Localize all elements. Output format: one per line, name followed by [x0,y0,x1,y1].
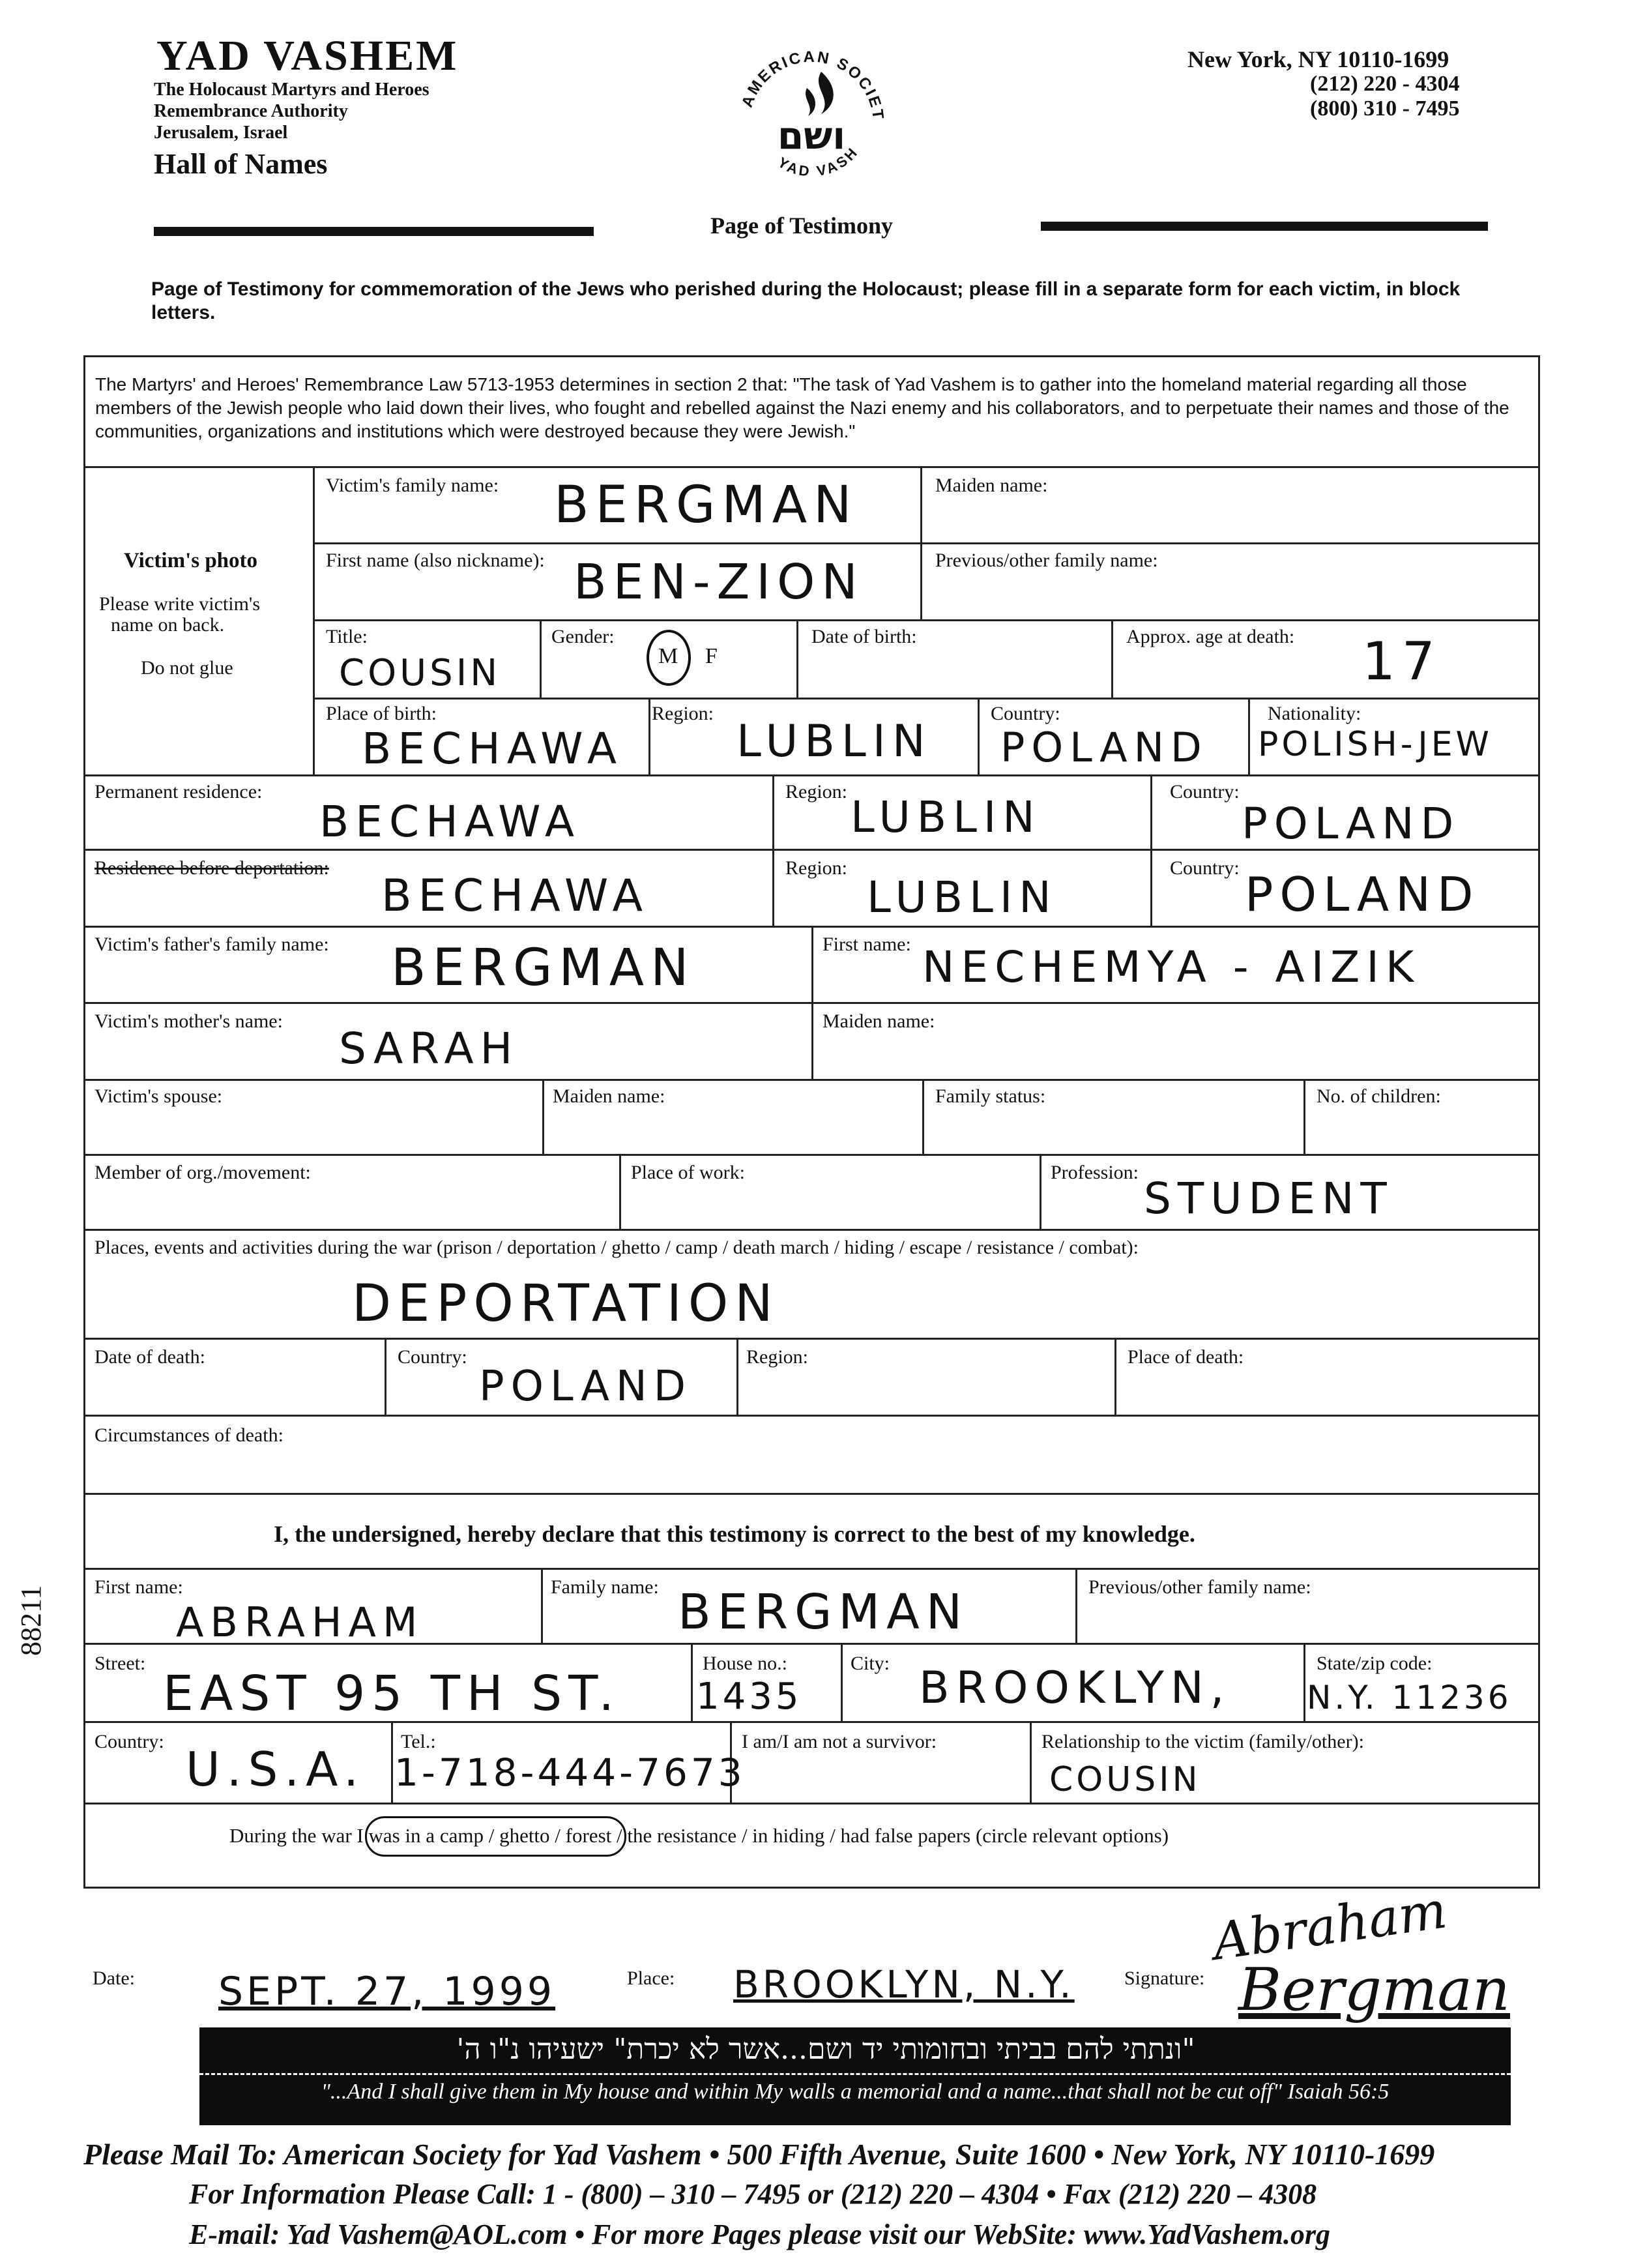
hall-of-names: Hall of Names [154,148,328,180]
victim-father-first[interactable]: NECHEMYA - AIZIK [922,942,1421,992]
label-place-death: Place of death: [1128,1346,1244,1368]
submitter-date[interactable]: SEPT. 27, 1999 [218,1969,556,2014]
page-title: Page of Testimony [710,213,894,239]
label-places-events: Places, events and activities during the war (prison / deportation / ghetto / camp / death march / hiding / escape / resistance / combat): [95,1237,1139,1258]
submitter-first-name[interactable]: ABRAHAM [176,1598,424,1646]
label-place-birth: Place of birth: [326,703,437,724]
submitter-relationship[interactable]: COUSIN [1049,1760,1201,1799]
label-tel: Tel.: [401,1731,436,1752]
submitter-street[interactable]: EAST 95 TH ST. [163,1666,621,1722]
label-house-no: House no.: [703,1653,787,1674]
submitter-country[interactable]: U.S.A. [186,1742,366,1797]
label-spouse-maiden: Maiden name: [553,1085,665,1107]
label-city: City: [851,1653,890,1674]
org-title: YAD VASHEM [156,32,459,80]
label-birth-country: Country: [991,703,1060,724]
victim-birth-country[interactable]: POLAND [1000,724,1208,771]
intro-text: Page of Testimony for commemoration of the Jews who perished during the Holocaust; please fill in a separate form for each victim, in block letters. [151,278,1461,323]
label-relationship: Relationship to the victim (family/other): [1041,1731,1364,1752]
org-line-2: Remembrance Authority [154,101,348,121]
side-number: 88211 [15,1585,47,1656]
victim-death-country[interactable]: POLAND [479,1362,693,1411]
label-death-country: Country: [398,1346,467,1368]
banner-divider [199,2073,1511,2075]
label-first-name: First name (also nickname): [326,550,545,571]
victim-family-name[interactable]: BERGMAN [554,476,858,535]
label-place: Place: [627,1967,675,1989]
victim-place-birth[interactable]: BECHAWA [362,724,624,774]
label-res-country: Country: [1170,857,1240,879]
victim-mother[interactable]: SARAH [339,1024,519,1074]
victim-perm-region[interactable]: LUBLIN [851,792,1041,842]
label-gender: Gender: [551,626,615,647]
label-birth-region: Region: [652,703,714,724]
header-rule-left [154,227,594,236]
quote-banner [199,2027,1511,2125]
victim-res-country[interactable]: POLAND [1245,867,1480,922]
label-mother-maiden: Maiden name: [822,1010,935,1032]
label-date: Date: [93,1967,135,1989]
label-family-name: Victim's family name: [326,475,499,496]
submitter-city[interactable]: BROOKLYN, [919,1662,1231,1714]
label-maiden-name: Maiden name: [935,475,1048,496]
label-sub-country: Country: [95,1731,164,1752]
label-perm-country: Country: [1170,781,1240,803]
label-family-status: Family status: [935,1085,1046,1107]
victim-title[interactable]: COUSIN [339,652,501,694]
footer-line-3: E-mail: Yad Vashem@AOL.com • For more Pages please visit our WebSite: www.YadVashem.org [189,2218,1331,2250]
label-member-org: Member of org./movement: [95,1162,311,1183]
submitter-state-zip[interactable]: N.Y. 11236 [1307,1679,1512,1716]
label-date-death: Date of death: [95,1346,205,1368]
address-city: New York, NY 10110-1699 [1187,46,1449,72]
victim-perm-country[interactable]: POLAND [1242,799,1461,849]
signature-line-2: Bergman [1238,1956,1510,2024]
label-sub-prev-name: Previous/other family name: [1088,1576,1311,1598]
footer-line-2: For Information Please Call: 1 - (800) – 310 – 7495 or (212) 220 – 4304 • Fax (212) 220 – 4308 [189,2178,1317,2210]
label-survivor: I am/I am not a survivor: [742,1731,937,1752]
victim-father-family[interactable]: BERGMAN [391,939,695,997]
label-place-work: Place of work: [631,1162,745,1183]
label-title: Title: [326,626,368,647]
victim-res-before[interactable]: BECHAWA [381,870,650,922]
label-age: Approx. age at death: [1126,626,1295,647]
victim-first-name[interactable]: BEN-ZION [574,554,864,610]
gender-m: M [658,644,678,668]
label-res-before: Residence before deportation: [95,857,329,879]
label-state-zip: State/zip code: [1317,1653,1433,1674]
submitter-family-name[interactable]: BERGMAN [678,1584,969,1640]
svg-text:YAD VASHEM: YAD VASH [775,143,862,180]
label-children: No. of children: [1317,1085,1441,1107]
label-dob: Date of birth: [811,626,917,647]
photo-box-line-2: name on back. [111,614,225,636]
label-spouse: Victim's spouse: [95,1085,223,1107]
org-line-1: The Holocaust Martyrs and Heroes [154,80,429,100]
victim-birth-region[interactable]: LUBLIN [736,716,932,767]
label-sub-family-name: Family name: [551,1576,659,1598]
label-during-war: During the war I was in a camp / ghetto / forest / the resistance / in hiding / had false papers (circle relevant options) [229,1824,1169,1847]
label-prev-family-name: Previous/other family name: [935,550,1158,571]
svg-text:AMERICAN SOCIETY FOR: AMERICAN SOCIET [738,48,888,123]
victim-profession[interactable]: STUDENT [1144,1173,1393,1224]
submitter-place[interactable]: BROOKLYN, N.Y. [733,1962,1075,2007]
photo-box-title: Victim's photo [124,549,258,572]
phone-1: (212) 220 - 4304 [1310,72,1460,96]
law-text: The Martyrs' and Heroes' Remembrance Law 5713-1953 determines in section 2 that: "The task of Yad Vashem is to gather into the homeland material regarding all those members of the Jewish people who laid down their lives, who fought and rebelled against the Nazi enemy and his collaborators, and to perpetuate their names and those of the communities, organizations and institutions which were destroyed because they were Jewish." [95,374,1509,441]
submitter-house-no[interactable]: 1435 [696,1675,802,1718]
banner-english: "...And I shall give them in My house and within My walls a memorial and a name...that shall not be cut off" Isaiah 56:5 [321,2080,1390,2104]
label-perm-region: Region: [785,781,847,803]
victim-places-events[interactable]: DEPORTATION [352,1274,779,1333]
label-father-first: First name: [822,934,911,955]
footer-line-1: Please Mail To: American Society for Yad Vashem • 500 Fifth Avenue, Suite 1600 • New York, NY 10110-1699 [83,2138,1435,2171]
photo-box-line-3: Do not glue [141,657,233,679]
victim-perm-res[interactable]: BECHAWA [319,797,581,847]
gender-f[interactable]: F [705,644,718,668]
svg-text:ושם: ושם [777,113,846,158]
victim-age[interactable]: 17 [1362,631,1442,692]
label-father: Victim's father's family name: [95,934,329,955]
american-society-logo [723,26,899,202]
victim-res-region[interactable]: LUBLIN [867,872,1058,922]
label-nationality: Nationality: [1268,703,1361,724]
signature-line-1: Abraham [1209,1881,1451,1972]
label-perm-res: Permanent residence: [95,781,263,803]
declaration-text: I, the undersigned, hereby declare that this testimony is correct to the best of my knowledge. [274,1521,1195,1547]
logo-seal-icon [723,26,899,202]
label-profession: Profession: [1051,1162,1139,1183]
photo-box-line-1: Please write victim's [99,593,261,615]
header-rule-right [1041,222,1488,231]
submitter-tel[interactable]: 1-718-444-7673 [394,1750,746,1795]
phone-2: (800) 310 - 7495 [1310,96,1460,121]
label-death-region: Region: [746,1346,808,1368]
org-line-3: Jerusalem, Israel [154,123,288,143]
label-circumstances: Circumstances of death: [95,1424,284,1446]
label-street: Street: [95,1653,146,1674]
label-mother: Victim's mother's name: [95,1010,283,1032]
label-sub-first-name: First name: [95,1576,183,1598]
label-res-region: Region: [785,857,847,879]
banner-hebrew: "ונתתי להם בביתי ובחומותי יד ושם...אשר לא יכרת" ישעיהו נ"ו ה' [456,2033,1195,2066]
label-signature: Signature: [1124,1967,1205,1989]
victim-nationality[interactable]: POLISH-JEW [1258,725,1492,764]
camp-ghetto-circle[interactable] [365,1816,626,1857]
